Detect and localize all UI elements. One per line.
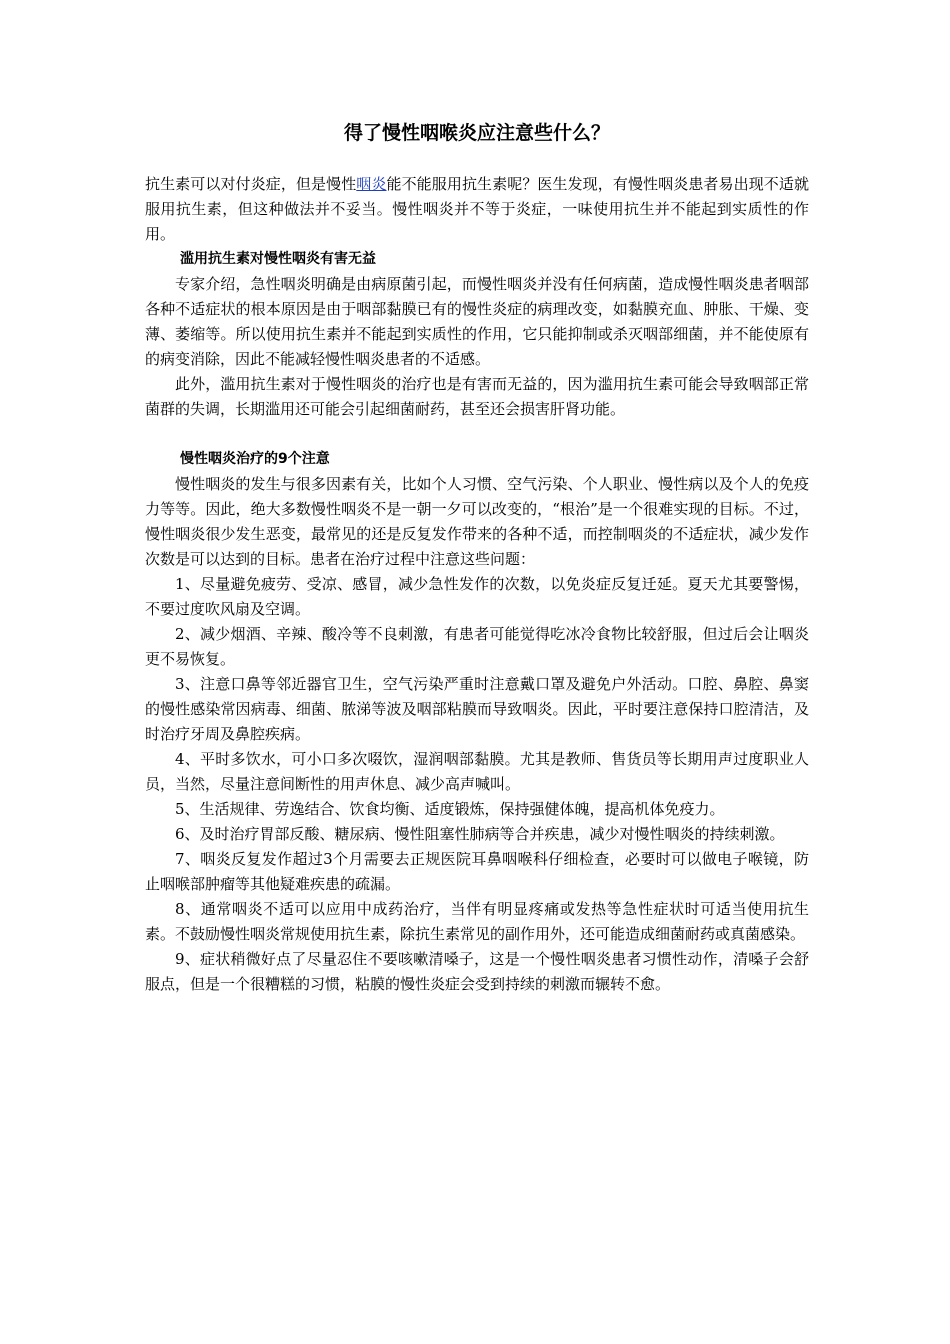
list-item: 5、生活规律、劳逸结合、饮食均衡、适度锻炼，保持强健体魄，提高机体免疫力。 <box>175 800 725 818</box>
section1-paragraph-1: 专家介绍，急性咽炎明确是由病原菌引起，而慢性咽炎并没有任何病菌，造成慢性咽炎患者咽部各种不适症状的根本原因是由于咽部黏膜已有的慢性炎症的病理改变，如黏膜充血、肿胀、干燥、变薄、萎缩等。所以使用抗生素并不能起到实质性的作用，它只能抑制或杀灭咽部细菌，并不能使原有的病变消除，因此不能减轻慢性咽炎患者的不适感。 <box>145 275 809 368</box>
section1-heading: 滥用抗生素对慢性咽炎有害无益 <box>180 251 376 267</box>
list-item: 4、平时多饮水，可小口多次啜饮，湿润咽部黏膜。尤其是教师、售货员等长期用声过度职业人员，当然，尽量注意间断性的用声休息、减少高声喊叫。 <box>145 750 809 793</box>
list-item: 9、症状稍微好点了尽量忍住不要咳嗽清嗓子，这是一个慢性咽炎患者习惯性动作，清嗓子会舒服点，但是一个很糟糕的习惯，粘膜的慢性炎症会受到持续的刺激而辗转不愈。 <box>145 950 809 993</box>
list-item: 1、尽量避免疲劳、受凉、感冒，减少急性发作的次数，以免炎症反复迁延。夏天尤其要警惕，不要过度吹风扇及空调。 <box>145 575 809 618</box>
section1-paragraph-2: 此外，滥用抗生素对于慢性咽炎的治疗也是有害而无益的，因为滥用抗生素可能会导致咽部正常菌群的失调，长期滥用还可能会引起细菌耐药，甚至还会损害肝肾功能。 <box>145 375 809 418</box>
document-page <box>145 118 809 997</box>
intro-paragraph <box>145 172 809 247</box>
list-item: 6、及时治疗胃部反酸、糖尿病、慢性阻塞性肺病等合并疾患，减少对慢性咽炎的持续刺激。 <box>175 825 785 843</box>
section2-heading: 慢性咽炎治疗的9个注意 <box>180 451 330 467</box>
intro-text-after-link: 能不能服用抗生素呢？医生发现，有慢性咽炎患者易出现不适就服用抗生素，但这种做法并不妥当。慢性咽炎并不等于炎症，一味使用抗生并不能起到实质性的作用。 <box>145 175 809 243</box>
section-spacer <box>145 422 809 447</box>
pharyngitis-link[interactable]: 咽炎 <box>356 175 387 193</box>
intro-text-before-link: 抗生素可以对付炎症，但是慢性 <box>145 175 357 193</box>
section2-intro-paragraph: 慢性咽炎的发生与很多因素有关，比如个人习惯、空气污染、个人职业、慢性病以及个人的免疫力等等。因此，绝大多数慢性咽炎不是一朝一夕可以改变的，“根治”是一个很难实现的目标。不过，慢性咽炎很少发生恶变，最常见的还是反复发作带来的各种不适，而控制咽炎的不适症状，减少发作次数是可以达到的目标。患者在治疗过程中注意这些问题： <box>145 475 809 568</box>
list-item: 8、通常咽炎不适可以应用中成药治疗，当伴有明显疼痛或发热等急性症状时可适当使用抗生素。不鼓励慢性咽炎常规使用抗生素，除抗生素常见的副作用外，还可能造成细菌耐药或真菌感染。 <box>145 900 809 943</box>
list-item: 2、减少烟酒、辛辣、酸冷等不良刺激，有患者可能觉得吃冰冷食物比较舒服，但过后会让咽炎更不易恢复。 <box>145 625 809 668</box>
list-item: 7、咽炎反复发作超过3个月需要去正规医院耳鼻咽喉科仔细检查，必要时可以做电子喉镜，防止咽喉部肿瘤等其他疑难疾患的疏漏。 <box>145 850 809 893</box>
list-item: 3、注意口鼻等邻近器官卫生，空气污染严重时注意戴口罩及避免户外活动。口腔、鼻腔、鼻窦的慢性感染常因病毒、细菌、脓涕等波及咽部粘膜而导致咽炎。因此，平时要注意保持口腔清洁，及时治疗牙周及鼻腔疾病。 <box>145 675 809 743</box>
page-title: 得了慢性咽喉炎应注意些什么？ <box>343 122 610 144</box>
